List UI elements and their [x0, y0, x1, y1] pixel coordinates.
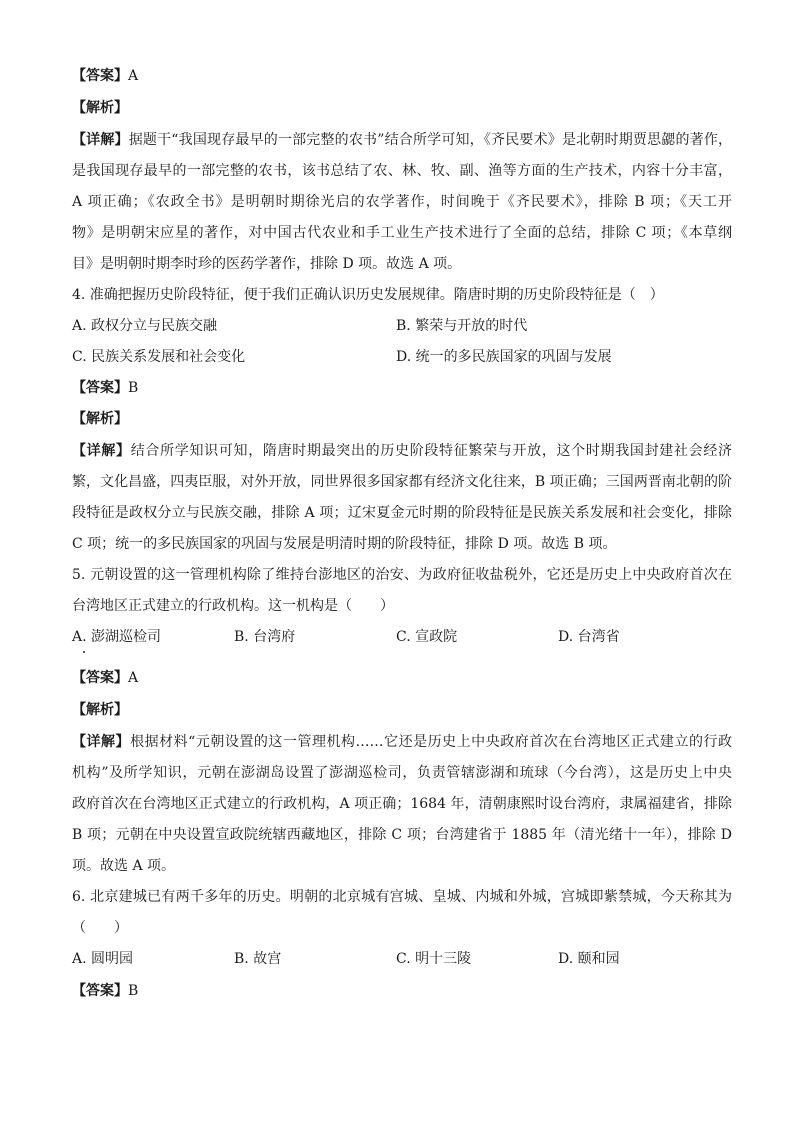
detail-label: 【详解】: [72, 734, 131, 750]
q4-option-a: A. 政权分立与民族交融: [72, 318, 218, 334]
q5-option-b: B. 台湾府: [234, 629, 296, 645]
detail-label: 【详解】: [72, 132, 129, 148]
q5-detail-line: B 项；元朝在中央设置宣政院统辖西藏地区，排除 C 项；台湾建省于 1885 年（清光绪十一年），排除 D: [72, 827, 732, 843]
answer-value: B: [128, 380, 139, 396]
q6-option-d: D. 颐和园: [558, 951, 620, 967]
analysis-label: 【解析】: [72, 411, 128, 427]
q5-detail-line: 政府首次在台湾地区正式建立的行政机构，A 项正确；1684 年，清朝康熙时设台湾府，隶属福建省，排除: [72, 796, 732, 812]
q5-stem: 台湾地区正式建立的行政机构。这一机构是（ ）: [72, 598, 394, 614]
stray-mark: [83, 651, 85, 653]
q4-detail-line: 繁，文化昌盛，四夷臣服，对外开放，同世界很多国家都有经济文化往来，B 项正确；三国两晋南北朝的阶: [72, 474, 732, 490]
q5-detail-line: 【详解】根据材料“元朝设置的这一管理机构……它还是历史上中央政府首次在台湾地区正式建立的行政: [72, 734, 733, 750]
q4-stem: 4. 准确把握历史阶段特征，便于我们正确认识历史发展规律。隋唐时期的历史阶段特征是（ ）: [72, 287, 664, 303]
q5-detail-line: 机构”及所学知识，元朝在澎湖岛设置了澎湖巡检司，负责管辖澎湖和琉球（今台湾），这是历史上中央: [72, 765, 732, 781]
q6-option-c: C. 明十三陵: [396, 951, 472, 967]
answer-label: 【答案】: [72, 68, 128, 84]
q4-option-d: D. 统一的多民族国家的巩固与发展: [396, 349, 612, 365]
q5-stem: 5. 元朝设置的这一管理机构除了维持台澎地区的治安、为政府征收盐税外，它还是历史上中央政府首次在: [72, 567, 732, 583]
answer-label: 【答案】: [72, 670, 128, 686]
q3-answer: [72, 66, 732, 86]
q4-option-b: B. 繁荣与开放的时代: [396, 318, 528, 334]
q6-stem: （ ）: [72, 920, 128, 936]
answer-value: A: [128, 68, 139, 84]
q5-detail-line: 项。故选 A 项。: [72, 858, 176, 874]
q5-option-a: A. 澎湖巡检司: [72, 629, 162, 645]
answer-label: 【答案】: [72, 380, 128, 396]
q4-detail-line: 【详解】结合所学知识可知，隋唐时期最突出的历史阶段特征繁荣与开放，这个时期我国封建社会经济: [72, 443, 733, 459]
q3-detail-line: 是我国现存最早的一部完整的农书，该书总结了农、林、牧、副、渔等方面的生产技术，内容十分丰富，: [72, 163, 732, 179]
q4-analysis-label: [72, 409, 732, 429]
q3-detail-line: A 项正确；《农政全书》是明朝时期徐光启的农学著作，时间晚于《齐民要术》，排除 B 项；《天工开: [72, 194, 732, 210]
q4-detail-line: 段特征是政权分立与民族交融，排除 A 项；辽宋夏金元时期的阶段特征是民族关系发展和社会变化，排除: [72, 505, 732, 521]
q6-stem: 6. 北京建城已有两千多年的历史。明朝的北京城有宫城、皇城、内城和外城，宫城即紫禁城，今天称其为: [72, 889, 732, 905]
q4-detail-line: C 项；统一的多民族国家的巩固与发展是明清时期的阶段特征，排除 D 项。故选 B 项。: [72, 536, 617, 552]
q3-analysis-label: [72, 98, 732, 118]
q4-option-c: C. 民族关系发展和社会变化: [72, 349, 246, 365]
q5-option-c: C. 宣政院: [396, 629, 458, 645]
q6-option-b: B. 故宫: [234, 951, 282, 967]
q3-detail-line: 【详解】据题干“我国现存最早的一部完整的农书”结合所学可知，《齐民要术》是北朝时期贾思勰的著作，: [72, 132, 733, 148]
q6-option-a: A. 圆明园: [72, 951, 134, 967]
q6-answer: [72, 981, 732, 1001]
answer-value: A: [128, 670, 139, 686]
answer-value: B: [128, 983, 139, 999]
q5-answer: [72, 668, 732, 688]
q3-detail-line: 目》是明朝时期李时珍的医药学著作，排除 D 项。故选 A 项。: [72, 256, 462, 272]
detail-label: 【详解】: [72, 443, 131, 459]
answer-label: 【答案】: [72, 983, 128, 999]
q5-option-d: D. 台湾省: [558, 629, 620, 645]
q5-analysis-label: [72, 700, 732, 720]
analysis-label: 【解析】: [72, 702, 128, 718]
q4-answer: [72, 378, 732, 398]
q3-detail-line: 物》是明朝宋应星的著作，对中国古代农业和手工业生产技术进行了全面的总结，排除 C 项；《本草纲: [72, 225, 732, 241]
analysis-label: 【解析】: [72, 100, 128, 116]
